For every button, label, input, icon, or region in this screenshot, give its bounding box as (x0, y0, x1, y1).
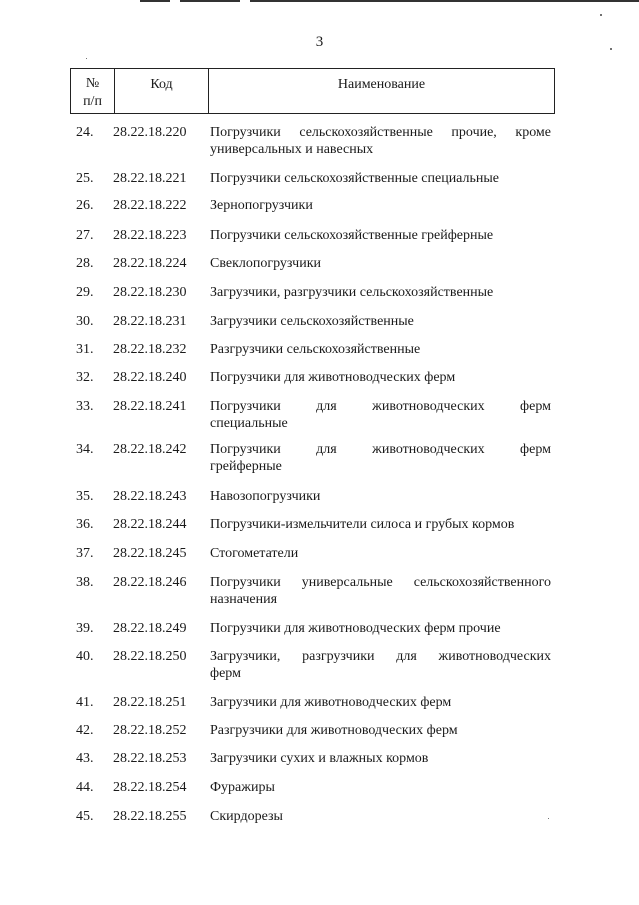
table-header (70, 68, 555, 114)
row-name: Погрузчики сельскохозяйственные грейферные (210, 228, 494, 243)
row-number: 36. (76, 517, 94, 532)
row-name: Навозопогрузчики (210, 489, 321, 504)
row-number: 34. (76, 442, 94, 457)
row-code: 28.22.18.232 (113, 342, 187, 357)
row-name: Фуражиры (210, 780, 275, 795)
row-number: 33. (76, 399, 94, 414)
row-code: 28.22.18.250 (113, 649, 187, 664)
row-number: 29. (76, 285, 94, 300)
row-name: Загрузчики сухих и влажных кормов (210, 751, 429, 766)
row-name: Загрузчики, разгрузчики сельскохозяйственные (210, 285, 494, 300)
row-name: Загрузчики для животноводческих ферм (210, 695, 452, 710)
row-name: Загрузчики сельскохозяйственные (210, 314, 414, 329)
row-name-line: Погрузчики универсальные сельскохозяйственного (210, 575, 551, 590)
row-number: 43. (76, 751, 94, 766)
row-name: Стогометатели (210, 546, 299, 561)
row-name: Скирдорезы (210, 809, 283, 824)
row-name-line: Загрузчики, разгрузчики для животноводческих (210, 649, 551, 664)
row-code: 28.22.18.252 (113, 723, 187, 738)
row-name-line: Погрузчики сельскохозяйственные прочие, кроме (210, 125, 551, 140)
row-name-line: универсальных и навесных (210, 142, 374, 157)
row-name: Разгрузчики для животноводческих ферм (210, 723, 458, 738)
row-name-line: ферм (210, 666, 241, 681)
row-number: 41. (76, 695, 94, 710)
row-number: 35. (76, 489, 94, 504)
row-number: 27. (76, 228, 94, 243)
row-number: 38. (76, 575, 94, 590)
row-number: 30. (76, 314, 94, 329)
row-name-line: назначения (210, 592, 278, 607)
row-number: 44. (76, 780, 94, 795)
row-number: 26. (76, 198, 94, 213)
top-scan-edge (0, 0, 639, 3)
row-name: Погрузчики-измельчители силоса и грубых кормов (210, 517, 515, 532)
row-code: 28.22.18.231 (113, 314, 187, 329)
row-code: 28.22.18.230 (113, 285, 187, 300)
row-name: Погрузчики сельскохозяйственные специальные (210, 171, 500, 186)
row-code: 28.22.18.220 (113, 125, 187, 140)
row-name: Свеклопогрузчики (210, 256, 321, 271)
scan-speck (86, 58, 87, 59)
header-code: Код (115, 69, 209, 113)
row-name-line: Погрузчики для животноводческих ферм (210, 399, 551, 414)
row-number: 31. (76, 342, 94, 357)
row-name: Погрузчики для животноводческих ферм прочие (210, 621, 501, 636)
row-code: 28.22.18.245 (113, 546, 187, 561)
row-code: 28.22.18.221 (113, 171, 187, 186)
row-name-line: специальные (210, 416, 288, 431)
row-code: 28.22.18.242 (113, 442, 187, 457)
header-num (71, 69, 115, 113)
row-code: 28.22.18.241 (113, 399, 187, 414)
row-code: 28.22.18.224 (113, 256, 187, 271)
row-name-line: грейферные (210, 459, 282, 474)
row-code: 28.22.18.222 (113, 198, 187, 213)
header-num-label (71, 75, 114, 111)
row-code: 28.22.18.254 (113, 780, 187, 795)
row-number: 37. (76, 546, 94, 561)
row-number: 24. (76, 125, 94, 140)
row-name (210, 441, 551, 475)
row-name: Зернопогрузчики (210, 198, 313, 213)
row-code: 28.22.18.255 (113, 809, 187, 824)
row-number: 40. (76, 649, 94, 664)
row-code: 28.22.18.251 (113, 695, 187, 710)
row-number: 28. (76, 256, 94, 271)
header-num-line: п/п (83, 94, 102, 109)
row-number: 32. (76, 370, 94, 385)
header-num-line: № (85, 76, 100, 91)
row-name: Разгрузчики сельскохозяйственные (210, 342, 421, 357)
row-name (210, 124, 551, 158)
row-name (210, 398, 551, 432)
row-number: 39. (76, 621, 94, 636)
row-code: 28.22.18.249 (113, 621, 187, 636)
row-code: 28.22.18.240 (113, 370, 187, 385)
header-name: Наименование (337, 77, 426, 92)
row-number: 25. (76, 171, 94, 186)
row-code: 28.22.18.223 (113, 228, 187, 243)
row-name (210, 574, 551, 608)
row-name: Погрузчики для животноводческих ферм (210, 370, 456, 385)
row-code: 28.22.18.246 (113, 575, 187, 590)
row-code: 28.22.18.253 (113, 751, 187, 766)
row-name-line: Погрузчики для животноводческих ферм (210, 442, 551, 457)
row-number: 45. (76, 809, 94, 824)
row-code: 28.22.18.244 (113, 517, 187, 532)
row-name (210, 648, 551, 682)
row-number: 42. (76, 723, 94, 738)
scan-speck (610, 48, 612, 50)
row-code: 28.22.18.243 (113, 489, 187, 504)
scan-speck (548, 818, 549, 819)
page-number: 3 (315, 34, 324, 50)
scan-speck (600, 14, 602, 16)
